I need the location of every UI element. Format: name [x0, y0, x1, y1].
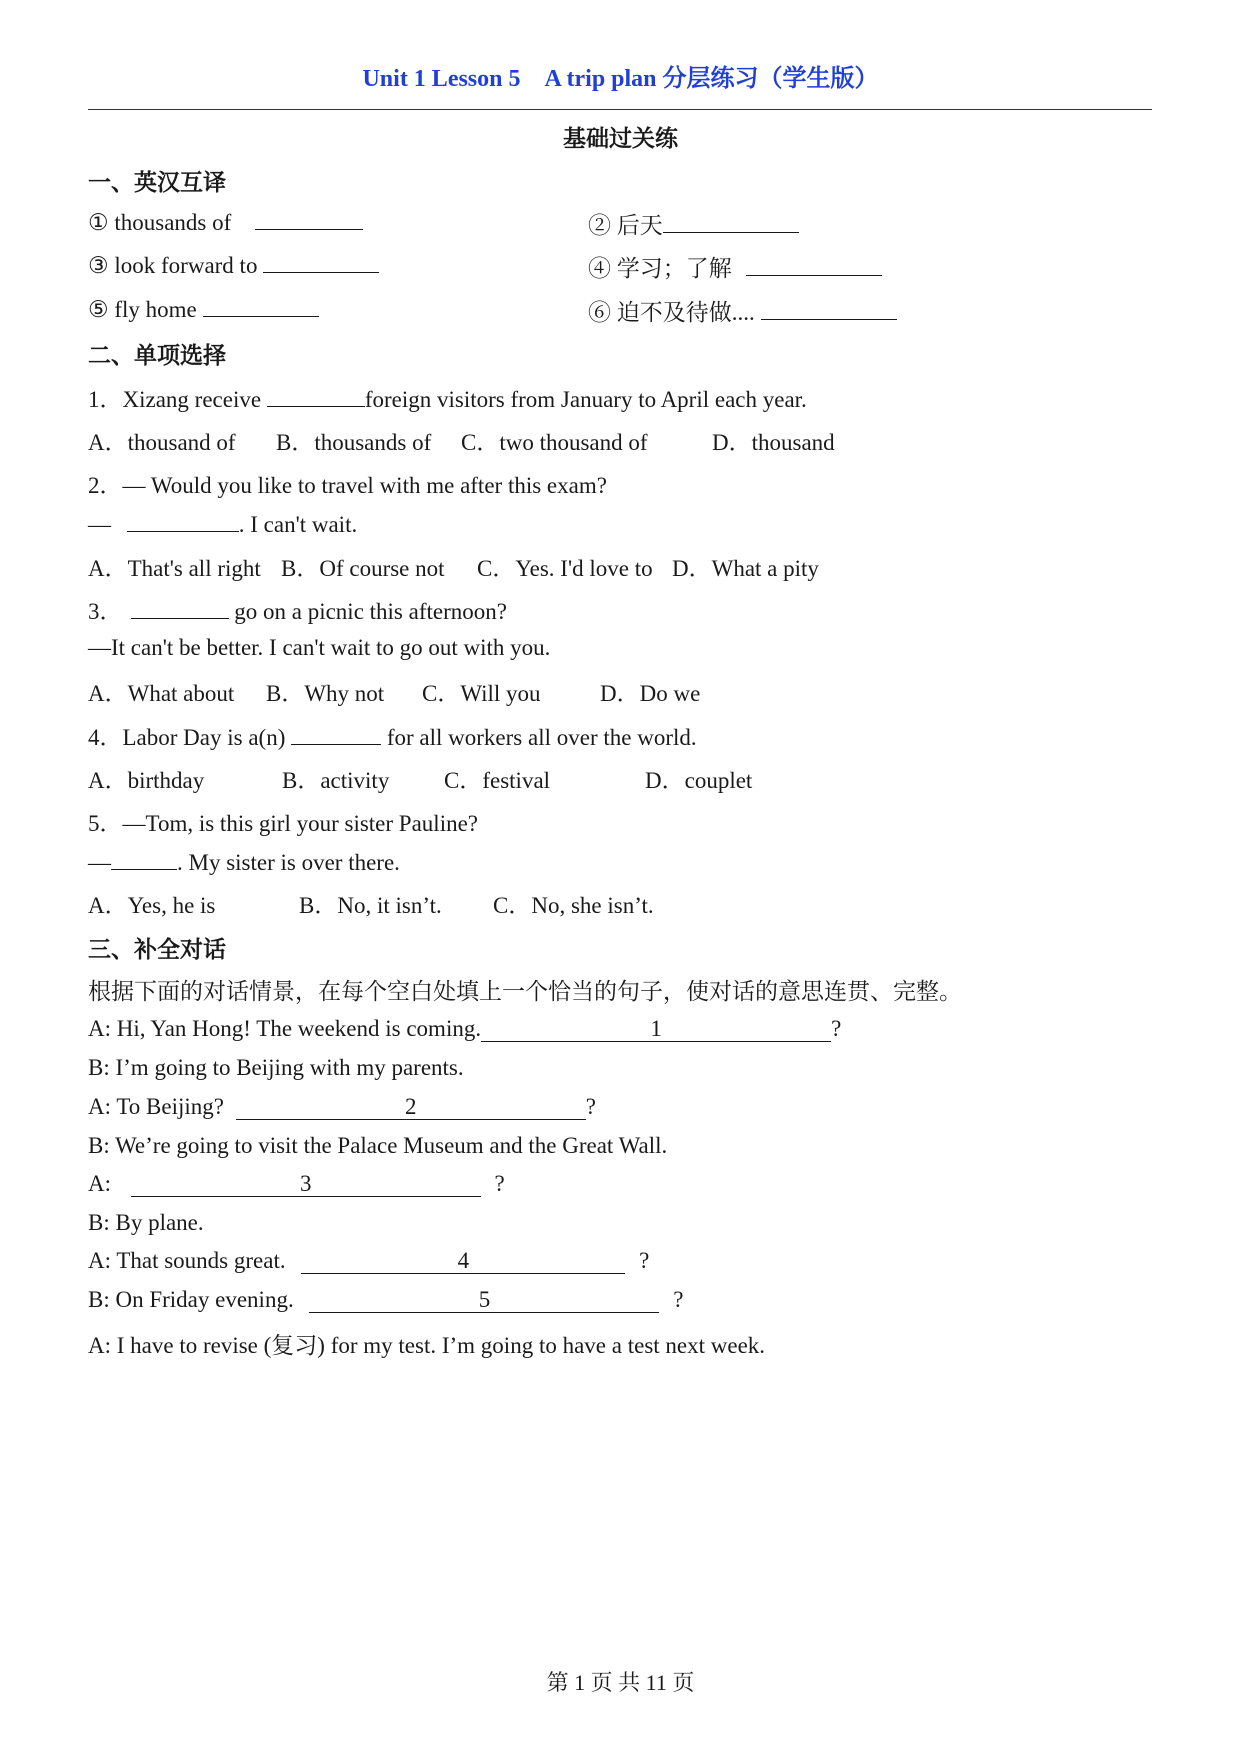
- translate-item-5: [88, 294, 319, 323]
- dialogue-text: ?: [831, 1016, 842, 1041]
- page-number-footer: 第 1 页 共 11 页: [546, 1670, 695, 1695]
- choice-d[interactable]: D．thousand: [712, 430, 835, 455]
- answer-blank[interactable]: [255, 207, 363, 230]
- question-text: . My sister is over there.: [177, 850, 400, 875]
- section1-heading: 一、英汉互译: [88, 170, 226, 195]
- choice-a[interactable]: A．That's all right: [88, 556, 261, 581]
- question-text: foreign visitors from January to April each year.: [364, 387, 807, 412]
- translate-item-text: ② 后天: [588, 213, 663, 238]
- answer-blank[interactable]: [291, 722, 381, 745]
- question-4-stem: [88, 719, 697, 752]
- header-divider: [88, 109, 1152, 110]
- question-text: . I can't wait.: [238, 512, 358, 537]
- choice-a[interactable]: A．What about: [88, 681, 235, 706]
- answer-blank[interactable]: [263, 250, 379, 273]
- choice-b[interactable]: B．No, it isn’t.: [299, 893, 442, 918]
- question-1-choices: [88, 424, 1088, 454]
- question-3-response: —It can't be better. I can't wait to go out with you.: [88, 635, 551, 660]
- question-2-stem: 2．— Would you like to travel with me after this exam?: [88, 473, 607, 498]
- answer-blank[interactable]: [127, 509, 239, 532]
- translate-item-text: ④ 学习；了解: [588, 256, 732, 281]
- choice-c[interactable]: C．Yes. I'd love to: [477, 556, 653, 581]
- dialogue-text: B: On Friday evening.: [88, 1287, 300, 1312]
- choice-a[interactable]: A．thousand of: [88, 430, 236, 455]
- choice-c[interactable]: C．two thousand of: [461, 430, 648, 455]
- choice-d[interactable]: D．What a pity: [672, 556, 819, 581]
- dialogue-line-7: [88, 1248, 649, 1274]
- dialogue-line-4: B: We’re going to visit the Palace Museum and the Great Wall.: [88, 1133, 668, 1158]
- question-text: —: [88, 512, 117, 537]
- question-text: 3．: [88, 599, 123, 624]
- question-5-response: [88, 847, 400, 876]
- choice-a[interactable]: A．birthday: [88, 768, 205, 793]
- question-3-choices: [88, 675, 1088, 705]
- choice-b[interactable]: B．Of course not: [281, 556, 445, 581]
- translate-item-2: [588, 207, 799, 240]
- answer-blank[interactable]: [663, 210, 799, 233]
- translate-item-text: ⑤ fly home: [88, 297, 197, 322]
- choice-d[interactable]: D．Do we: [600, 681, 701, 706]
- translate-item-3: [88, 250, 379, 279]
- question-text: for all workers all over the world.: [381, 725, 697, 750]
- choice-b[interactable]: B．activity: [282, 768, 390, 793]
- dialogue-line-6: B: By plane.: [88, 1210, 204, 1235]
- answer-blank[interactable]: [267, 384, 365, 407]
- choice-c[interactable]: C．No, she isn’t.: [493, 893, 654, 918]
- section3-instruction: 根据下面的对话情景，在每个空白处填上一个恰当的句子，使对话的意思连贯、完整。: [88, 979, 962, 1004]
- dialogue-blank-3[interactable]: 3: [131, 1172, 481, 1197]
- answer-blank[interactable]: [131, 596, 229, 619]
- dialogue-line-2: B: I’m going to Beijing with my parents.: [88, 1055, 464, 1080]
- question-text: go on a picnic this afternoon?: [228, 599, 507, 624]
- document-header-title: Unit 1 Lesson 5 A trip plan 分层练习（学生版）: [362, 66, 879, 92]
- level-title: 基础过关练: [563, 126, 678, 151]
- question-1-stem: [88, 381, 807, 414]
- dialogue-line-3: [88, 1094, 596, 1120]
- dialogue-text: ?: [633, 1248, 650, 1273]
- choice-a[interactable]: A．Yes, he is: [88, 893, 216, 918]
- translate-item-6: [588, 294, 897, 327]
- choice-c[interactable]: C．Will you: [422, 681, 541, 706]
- dialogue-line-5: [88, 1171, 505, 1197]
- dialogue-line-8: [88, 1287, 683, 1313]
- translate-item-text: ③ look forward to: [88, 253, 258, 278]
- dialogue-blank-4[interactable]: 4: [301, 1249, 625, 1274]
- answer-blank[interactable]: [203, 294, 319, 317]
- question-5-stem: 5．—Tom, is this girl your sister Pauline?: [88, 811, 479, 836]
- question-5-choices: [88, 887, 1088, 917]
- answer-blank[interactable]: [746, 253, 882, 276]
- answer-blank[interactable]: [111, 847, 177, 870]
- answer-blank[interactable]: [761, 297, 897, 320]
- dialogue-text: A: Hi, Yan Hong! The weekend is coming.: [88, 1016, 482, 1041]
- dialogue-blank-2[interactable]: 2: [236, 1095, 586, 1120]
- question-text: 4．Labor Day is a(n): [88, 725, 292, 750]
- dialogue-text: A:: [88, 1171, 117, 1196]
- question-text: 1．Xizang receive: [88, 387, 267, 412]
- dialogue-blank-5[interactable]: 5: [309, 1288, 659, 1313]
- dialogue-line-1: [88, 1016, 841, 1042]
- choice-d[interactable]: D．couplet: [645, 768, 753, 793]
- translate-item-4: [588, 250, 882, 283]
- section2-heading: 二、单项选择: [88, 343, 226, 368]
- dialogue-text: ?: [488, 1171, 505, 1196]
- choice-b[interactable]: B．thousands of: [276, 430, 432, 455]
- dialogue-line-9: A: I have to revise (复习) for my test. I’m going to have a test next week.: [88, 1333, 766, 1358]
- choice-c[interactable]: C．festival: [444, 768, 551, 793]
- translate-item-1: [88, 207, 363, 236]
- dialogue-blank-1[interactable]: 1: [481, 1017, 831, 1042]
- dialogue-text: ?: [585, 1094, 596, 1119]
- question-2-choices: [88, 550, 1088, 580]
- translate-item-text: ① thousands of: [88, 210, 232, 235]
- choice-b[interactable]: B．Why not: [266, 681, 385, 706]
- dialogue-text: A: To Beijing?: [88, 1094, 230, 1119]
- dialogue-text: A: That sounds great.: [88, 1248, 292, 1273]
- question-4-choices: [88, 762, 1088, 792]
- section3-heading: 三、补全对话: [88, 937, 226, 962]
- question-3-stem: [88, 593, 507, 626]
- dialogue-text: ?: [667, 1287, 684, 1312]
- question-2-response: [88, 509, 357, 538]
- translate-item-text: ⑥ 迫不及待做....: [588, 300, 755, 325]
- question-text: —: [88, 850, 111, 875]
